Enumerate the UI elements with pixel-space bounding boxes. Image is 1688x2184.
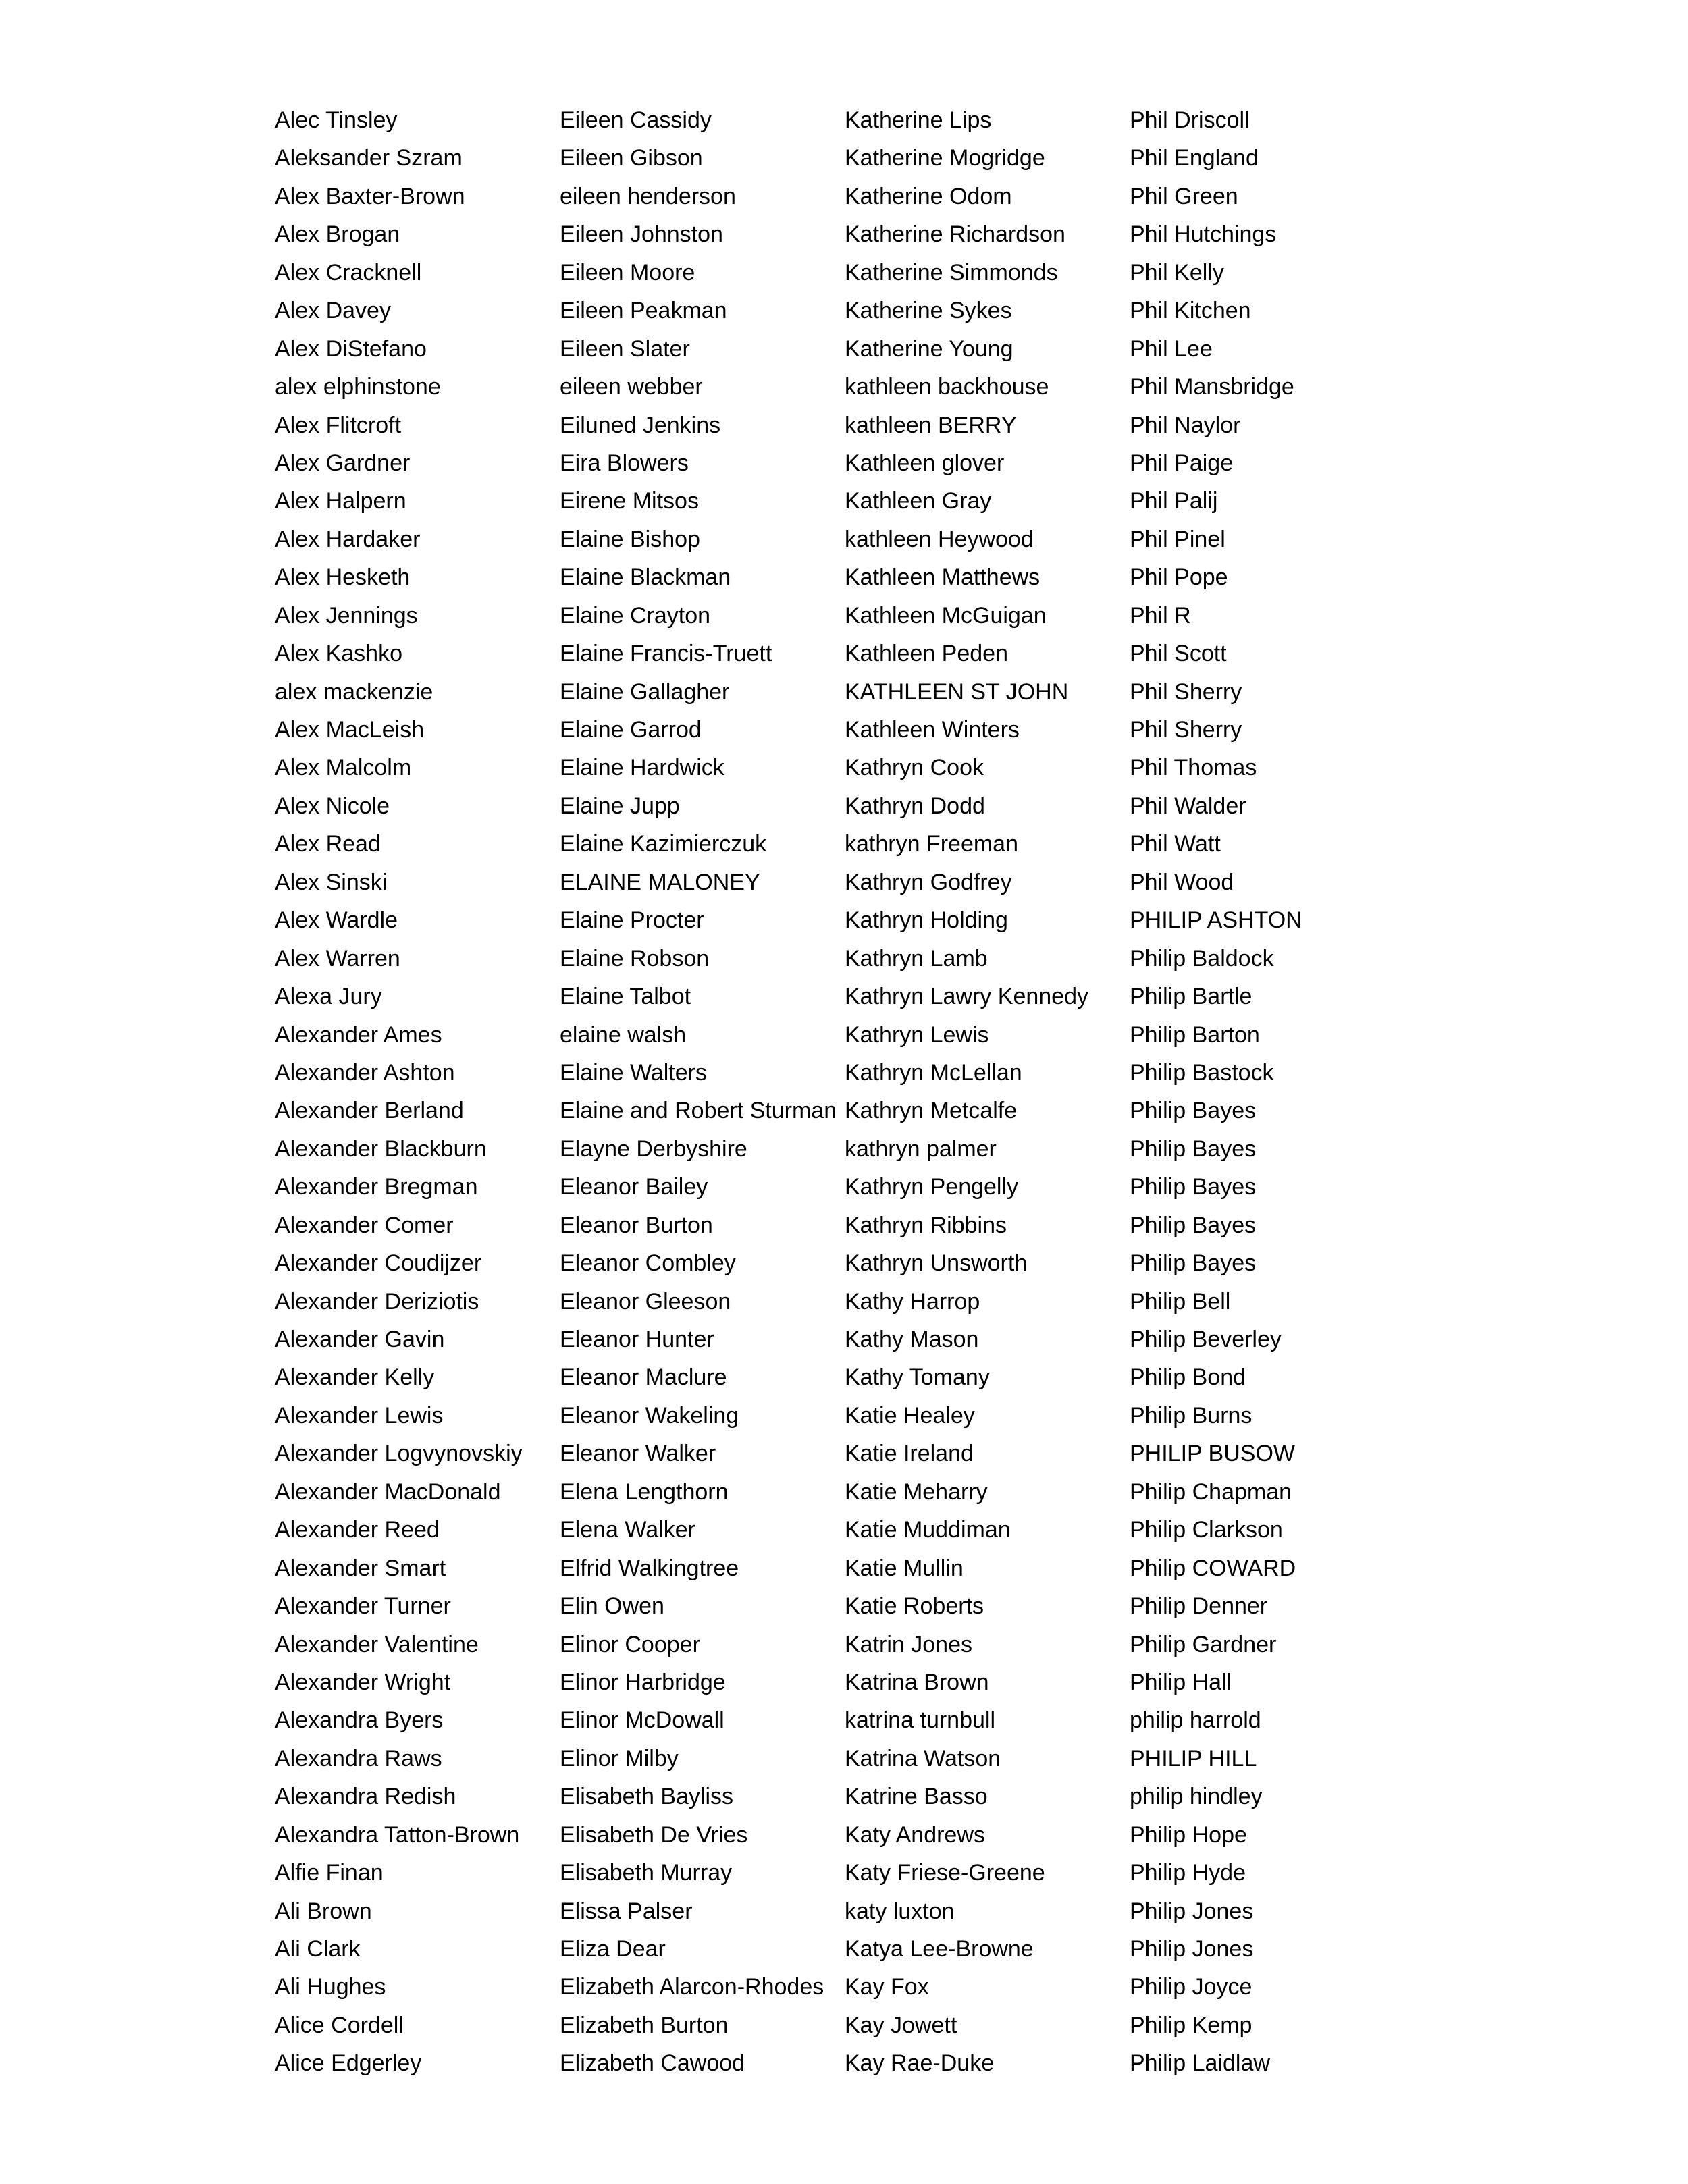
list-item: Kathleen Winters [845,717,1020,743]
list-item: kathryn Freeman [845,831,1018,857]
list-item: Eleanor Walker [560,1441,716,1467]
list-item: Katie Muddiman [845,1517,1011,1543]
list-item: Eileen Slater [560,336,690,362]
list-item: Elinor Milby [560,1745,679,1772]
list-item: Philip Laidlaw [1130,2050,1270,2077]
list-item: Alexander Comer [275,1212,454,1238]
list-item: Alex Kashko [275,641,402,667]
list-item: Alex Nicole [275,793,390,819]
list-item: Katherine Young [845,336,1013,362]
list-item: Elaine Robson [560,945,710,971]
list-item: Elizabeth Burton [560,2012,729,2038]
list-item: Phil Driscoll [1130,107,1250,133]
list-item: Alexander Reed [275,1517,440,1543]
list-item: Katy Friese-Greene [845,1860,1045,1886]
list-item: Elaine Bishop [560,526,700,552]
list-item: alex elphinstone [275,374,441,400]
list-item: Alexander Berland [275,1098,464,1124]
list-item: Phil Kitchen [1130,298,1251,324]
list-item: Elizabeth Cawood [560,2050,745,2077]
list-item: Alexandra Tatton-Brown [275,1821,520,1848]
list-item: kathleen Heywood [845,526,1034,552]
list-item: Philip Hope [1130,1821,1247,1848]
list-item: Alec Tinsley [275,107,398,133]
list-item: Elaine and Robert Sturman [560,1098,837,1124]
list-item: Phil Green [1130,183,1238,209]
list-item: Katie Mullin [845,1555,964,1581]
list-item: Phil Sherry [1130,717,1242,743]
list-item: eileen webber [560,374,703,400]
list-item: Alex Flitcroft [275,412,402,438]
list-item: katy luxton [845,1898,955,1924]
list-item: Eileen Moore [560,259,695,286]
list-item: Alexandra Redish [275,1784,456,1810]
list-item: Phil Paige [1130,450,1234,476]
name-column-1 [275,101,560,2083]
list-item: Katie Roberts [845,1593,984,1620]
list-item: Alexandra Byers [275,1707,444,1734]
list-item: Alexander Wright [275,1669,451,1695]
list-item: Phil Wood [1130,869,1234,895]
list-item: PHILIP HILL [1130,1745,1257,1772]
list-item: Alex Read [275,831,381,857]
list-item: Katie Meharry [845,1479,988,1505]
list-item: Alex Baxter-Brown [275,183,465,209]
list-item: Philip COWARD [1130,1555,1296,1581]
list-item: Elisabeth Bayliss [560,1784,734,1810]
list-item: Phil Mansbridge [1130,374,1294,400]
list-item: Alexander Lewis [275,1402,444,1429]
list-item: Kathleen Gray [845,488,992,514]
list-item: Elaine Garrod [560,717,702,743]
list-item: Phil Scott [1130,641,1227,667]
list-item: Elaine Hardwick [560,755,724,781]
list-item: Elaine Jupp [560,793,680,819]
list-item: Alexander Gavin [275,1327,445,1352]
list-item: kathryn palmer [845,1136,997,1162]
list-item: Philip Bell [1130,1288,1231,1314]
list-item: Eleanor Maclure [560,1364,727,1391]
list-item: Alex Hesketh [275,564,411,591]
list-item: Eliza Dear [560,1936,666,1962]
list-item: Eileen Johnston [560,221,723,248]
list-item: PHILIP ASHTON [1130,907,1302,934]
list-item: Philip Kemp [1130,2012,1252,2038]
list-item: Kathryn Holding [845,907,1008,934]
list-item: Phil Watt [1130,831,1221,857]
list-item: Phil Hutchings [1130,221,1277,248]
list-item: Katherine Sykes [845,298,1012,324]
list-item: Alex Gardner [275,450,411,476]
list-item: Aleksander Szram [275,145,463,171]
list-item: Eleanor Hunter [560,1327,714,1352]
list-item: Eirene Mitsos [560,488,699,514]
list-item: katrina turnbull [845,1707,996,1734]
name-column-2 [560,101,845,2083]
list-item: Philip Bayes [1130,1250,1257,1277]
list-item: Philip Bond [1130,1364,1246,1391]
list-item: Katherine Simmonds [845,259,1058,286]
list-item: Philip Bayes [1130,1174,1257,1200]
list-item: Elfrid Walkingtree [560,1555,739,1581]
list-item: Alexander Bregman [275,1174,478,1200]
list-item: Phil Kelly [1130,259,1224,286]
list-item: Kathleen Peden [845,641,1008,667]
list-item: Elisabeth De Vries [560,1821,748,1848]
list-item: Elaine Crayton [560,602,711,629]
list-item: Philip Chapman [1130,1479,1292,1505]
list-item: Elaine Walters [560,1059,707,1086]
list-item: Elaine Francis-Truett [560,641,772,667]
list-item: kathleen BERRY [845,412,1017,438]
list-item: Alex Wardle [275,907,398,934]
list-item: Eleanor Burton [560,1212,713,1238]
list-item: Elena Walker [560,1517,695,1543]
list-item: Kathryn Lamb [845,945,988,971]
list-item: Alexander Turner [275,1593,451,1620]
list-item: Kathryn Metcalfe [845,1098,1018,1124]
list-item: Kathryn Godfrey [845,869,1012,895]
list-item: Elayne Derbyshire [560,1136,747,1162]
list-item: Elizabeth Alarcon-Rhodes [560,1974,824,2000]
list-item: Alexander Blackburn [275,1136,487,1162]
list-item: Kay Rae-Duke [845,2050,995,2077]
list-item: Elin Owen [560,1593,664,1620]
list-item: PHILIP BUSOW [1130,1441,1295,1467]
list-item: philip harrold [1130,1707,1261,1734]
list-item: Alfie Finan [275,1860,384,1886]
list-item: Kathryn Unsworth [845,1250,1028,1277]
list-item: Alex Brogan [275,221,400,248]
list-item: Kathleen Matthews [845,564,1040,591]
name-column-4 [1130,101,1415,2083]
list-item: Phil Lee [1130,336,1213,362]
list-item: Alexander Smart [275,1555,446,1581]
list-item: eileen henderson [560,183,736,209]
list-item: Katherine Lips [845,107,992,133]
list-item: Phil R [1130,602,1191,629]
list-item: Katrina Watson [845,1745,1001,1772]
list-item: Kathryn Dodd [845,793,985,819]
name-column-3 [845,101,1130,2083]
name-list-page [275,101,1423,2083]
list-item: KATHLEEN ST JOHN [845,678,1069,705]
list-item: Phil England [1130,145,1259,171]
list-item: Philip Hyde [1130,1860,1246,1886]
list-item: Kathleen glover [845,450,1005,476]
list-item: Kathryn Lawry Kennedy [845,984,1088,1010]
list-item: Alex Cracknell [275,259,422,286]
list-item: alex mackenzie [275,678,433,705]
list-item: Alexander Ashton [275,1059,455,1086]
list-item: Alex Malcolm [275,755,412,781]
list-item: Alexander Valentine [275,1631,479,1657]
list-item: Katrin Jones [845,1631,972,1657]
list-item: Eleanor Combley [560,1250,736,1277]
list-item: Phil Pope [1130,564,1228,591]
list-item: Philip Denner [1130,1593,1268,1620]
list-item: Katherine Mogridge [845,145,1045,171]
list-item: Kathy Harrop [845,1288,980,1314]
list-item: Kathleen McGuigan [845,602,1047,629]
list-item: Eiluned Jenkins [560,412,721,438]
list-item: Eleanor Wakeling [560,1402,739,1429]
list-item: Philip Bastock [1130,1059,1274,1086]
list-item: Katy Andrews [845,1821,985,1848]
list-item: Phil Thomas [1130,755,1257,781]
list-item: Elissa Palser [560,1898,693,1924]
list-item: Ali Brown [275,1898,372,1924]
list-item: Kathy Tomany [845,1364,990,1391]
list-item: Eileen Cassidy [560,107,712,133]
list-item: Alexander Logvynovskiy [275,1441,523,1467]
list-item: Elinor McDowall [560,1707,724,1734]
list-item: Alex Warren [275,945,400,971]
list-item: Eileen Gibson [560,145,703,171]
list-item: Philip Clarkson [1130,1517,1283,1543]
list-item: Alex Sinski [275,869,388,895]
list-item: Philip Jones [1130,1898,1254,1924]
list-item: Phil Naylor [1130,412,1241,438]
list-item: Alexander Coudijzer [275,1250,482,1277]
list-item: Alice Edgerley [275,2050,422,2077]
list-item: Philip Gardner [1130,1631,1277,1657]
list-item: Ali Clark [275,1936,361,1962]
list-item: philip hindley [1130,1784,1263,1810]
list-item: Kay Jowett [845,2012,957,2038]
list-item: Alexa Jury [275,984,382,1010]
list-item: Ali Hughes [275,1974,386,2000]
list-item: Alexander Deriziotis [275,1288,479,1314]
list-item: Alex Halpern [275,488,406,514]
list-item: Phil Pinel [1130,526,1225,552]
list-item: Alex Jennings [275,602,418,629]
list-item: Elaine Kazimierczuk [560,831,767,857]
list-item: Katherine Odom [845,183,1012,209]
list-item: Katie Ireland [845,1441,974,1467]
list-item: elaine walsh [560,1021,687,1048]
list-item: Eleanor Gleeson [560,1288,731,1314]
list-item: Elinor Harbridge [560,1669,726,1695]
name-columns [275,101,1423,2083]
list-item: Philip Bayes [1130,1212,1257,1238]
list-item: Phil Palij [1130,488,1218,514]
list-item: Elaine Gallagher [560,678,730,705]
list-item: Kathy Mason [845,1327,979,1352]
list-item: Alex DiStefano [275,336,427,362]
list-item: Elinor Cooper [560,1631,700,1657]
list-item: Katrina Brown [845,1669,989,1695]
list-item: Katherine Richardson [845,221,1065,248]
list-item: Eleanor Bailey [560,1174,708,1200]
list-item: Philip Hall [1130,1669,1232,1695]
list-item: Alexandra Raws [275,1745,442,1772]
list-item: Elena Lengthorn [560,1479,729,1505]
list-item: Philip Jones [1130,1936,1254,1962]
list-item: Philip Bayes [1130,1136,1257,1162]
list-item: Alex Davey [275,298,391,324]
list-item: Philip Bartle [1130,984,1252,1010]
list-item: kathleen backhouse [845,374,1049,400]
list-item: Alexander Kelly [275,1364,435,1391]
list-item: Kathryn Ribbins [845,1212,1007,1238]
list-item: Elaine Talbot [560,984,691,1010]
list-item: Elaine Blackman [560,564,731,591]
list-item: Kathryn Lewis [845,1021,989,1048]
list-item: Elisabeth Murray [560,1860,733,1886]
list-item: Alex Hardaker [275,526,421,552]
list-item: Kathryn Pengelly [845,1174,1019,1200]
list-item: Katrine Basso [845,1784,988,1810]
list-item: Phil Walder [1130,793,1246,819]
list-item: Philip Joyce [1130,1974,1252,2000]
list-item: Kathryn McLellan [845,1059,1022,1086]
list-item: Eira Blowers [560,450,689,476]
list-item: Katya Lee-Browne [845,1936,1034,1962]
list-item: ELAINE MALONEY [560,869,760,895]
list-item: Philip Bayes [1130,1098,1257,1124]
list-item: Eileen Peakman [560,298,727,324]
list-item: Philip Beverley [1130,1327,1282,1352]
list-item: Alice Cordell [275,2012,404,2038]
list-item: Philip Baldock [1130,945,1274,971]
list-item: Katie Healey [845,1402,975,1429]
list-item: Elaine Procter [560,907,704,934]
list-item: Philip Barton [1130,1021,1260,1048]
list-item: Alex MacLeish [275,717,425,743]
list-item: Kathryn Cook [845,755,984,781]
list-item: Philip Burns [1130,1402,1252,1429]
list-item: Alexander MacDonald [275,1479,501,1505]
list-item: Phil Sherry [1130,678,1242,705]
list-item: Kay Fox [845,1974,929,2000]
list-item: Alexander Ames [275,1021,442,1048]
